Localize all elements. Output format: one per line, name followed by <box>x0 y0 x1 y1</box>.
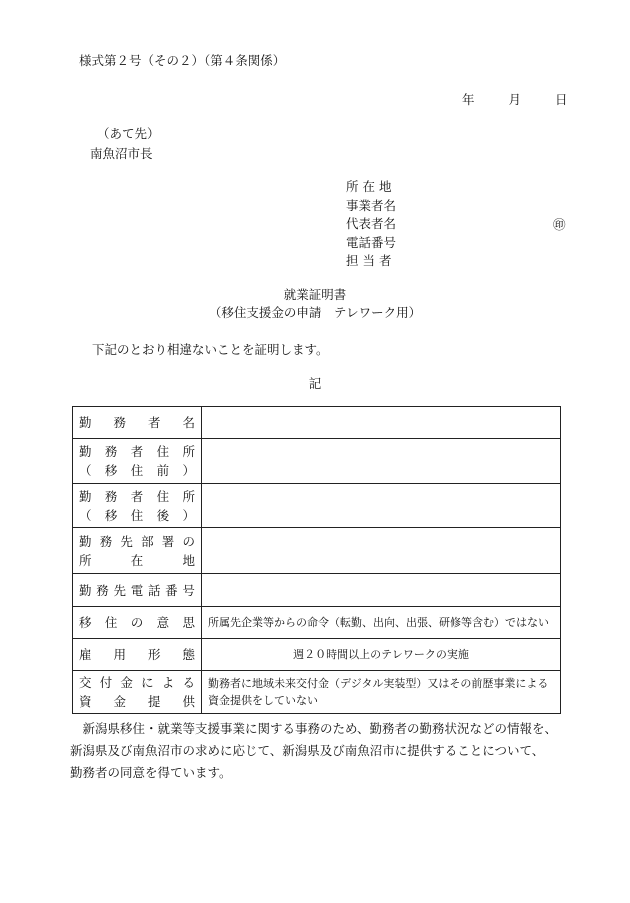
issuer-representative-label: 代表者名 <box>346 216 397 231</box>
row-label-char: 交 <box>79 675 92 690</box>
row-label-char: 務 <box>96 582 109 598</box>
certificate-table <box>72 406 561 714</box>
row-label-char: 先 <box>113 582 126 598</box>
row-label-char: 意 <box>156 615 170 630</box>
date-line <box>462 90 568 108</box>
row-label-line <box>79 645 195 664</box>
table-row <box>73 407 561 439</box>
row-label-line <box>79 461 195 480</box>
consent-note-line: 勤務者の同意を得ています。 <box>70 765 232 780</box>
table-row <box>73 607 561 639</box>
row-label-line <box>79 413 195 432</box>
row-label-char: 形 <box>147 647 161 662</box>
row-label-char: よ <box>161 675 175 690</box>
row-label-char: 務 <box>104 488 118 504</box>
row-label-line <box>79 506 195 525</box>
date-day: 日 <box>555 92 568 107</box>
row-label-char: 者 <box>147 415 161 430</box>
row-label-char: 務 <box>113 415 126 430</box>
row-label-char: に <box>141 675 154 690</box>
row-label-char: 住 <box>156 444 170 459</box>
document-subtitle: （移住支援金の申請 テレワーク用） <box>208 305 422 320</box>
issuer-block <box>346 178 396 271</box>
row-label-char: 住 <box>130 507 144 523</box>
table-row <box>73 639 561 671</box>
row-label-char: の <box>182 533 195 549</box>
certificate-table-body <box>73 407 561 714</box>
row-label-char: 先 <box>120 533 133 549</box>
row-label-char: 前 <box>156 463 170 478</box>
row-label-char: 地 <box>182 552 195 568</box>
row-label-char: ） <box>182 463 195 478</box>
consent-note <box>70 718 590 784</box>
row-label-line <box>79 613 195 632</box>
table-row <box>73 574 561 607</box>
row-label-char: 所 <box>182 488 195 504</box>
row-value: 所属先企業等からの命令（転勤、出向、出張、研修等含む）ではない <box>202 607 561 639</box>
row-label <box>73 407 202 439</box>
certification-statement: 下記のとおり相違ないことを証明します。 <box>92 342 329 357</box>
row-label-char: 勤 <box>79 488 92 504</box>
row-label-char: 提 <box>147 694 161 709</box>
row-label-char: 金 <box>120 675 133 690</box>
row-label-char: 金 <box>113 694 126 709</box>
issuer-contact-label: 担 当 者 <box>346 253 392 268</box>
row-label-char: 者 <box>130 444 144 459</box>
row-label-char: 思 <box>182 615 195 630</box>
row-value[interactable] <box>202 439 561 484</box>
row-label-char: 用 <box>113 647 126 662</box>
row-label <box>73 528 202 574</box>
row-label <box>73 639 202 671</box>
row-label-char: 後 <box>156 507 170 523</box>
row-label <box>73 671 202 714</box>
row-label-char: 移 <box>104 507 118 523</box>
row-label-char: 話 <box>147 582 161 598</box>
row-label-char: 勤 <box>79 533 92 549</box>
issuer-business-name-label: 事業者名 <box>346 197 397 213</box>
issuer-address-label: 所 在 地 <box>346 179 392 194</box>
row-label-char: 務 <box>99 533 113 549</box>
row-label-char: 務 <box>104 444 118 459</box>
recipient-label: （あて先） <box>97 126 160 141</box>
table-row <box>73 439 561 484</box>
row-label-char: 所 <box>182 444 195 459</box>
row-label-char: 署 <box>161 533 175 549</box>
row-label-char: 雇 <box>79 647 92 662</box>
issuer-phone-label: 電話番号 <box>346 234 397 250</box>
row-value[interactable] <box>202 528 561 574</box>
row-label-char: 部 <box>141 533 154 549</box>
row-label-char: 付 <box>99 675 113 690</box>
row-label-char: （ <box>79 463 92 478</box>
row-label-char: 資 <box>79 694 92 709</box>
date-year: 年 <box>462 92 475 107</box>
row-value[interactable] <box>202 574 561 607</box>
row-label-char: の <box>130 615 144 630</box>
row-label-char: 態 <box>182 647 195 662</box>
row-label-char: 移 <box>79 615 92 630</box>
document-title: 就業証明書 <box>283 287 347 302</box>
row-value: 週２０時間以上のテレワークの実施 <box>202 639 561 671</box>
row-label-char: 号 <box>182 582 195 598</box>
row-label <box>73 439 202 484</box>
row-value[interactable] <box>202 484 561 528</box>
row-label-char: 電 <box>130 582 144 598</box>
consent-note-line: 新潟県移住・就業等支援事業に関する事務のため、勤務者の勤務状況などの情報を、 <box>70 721 558 736</box>
row-label-line <box>79 532 195 551</box>
row-label-char: ） <box>182 507 195 523</box>
row-label-char: 勤 <box>79 415 92 430</box>
row-label-line <box>79 581 195 600</box>
row-label-char: 所 <box>79 552 92 568</box>
row-label-char: る <box>182 675 195 690</box>
row-label-char: 勤 <box>79 444 92 459</box>
row-label-char: 在 <box>130 552 144 568</box>
ki-heading: 記 <box>308 376 322 391</box>
row-value[interactable] <box>202 407 561 439</box>
table-row <box>73 528 561 574</box>
table-row <box>73 484 561 528</box>
row-label-char: 住 <box>156 488 170 504</box>
row-label-line <box>79 442 195 461</box>
table-row <box>73 671 561 714</box>
row-label-char: 勤 <box>79 582 92 598</box>
row-label <box>73 484 202 528</box>
recipient-name: 南魚沼市長 <box>90 146 153 161</box>
row-label-line <box>79 487 195 506</box>
row-label-line <box>79 692 195 711</box>
row-label-char: 供 <box>182 694 195 709</box>
row-label-char: 番 <box>165 582 178 598</box>
row-label <box>73 574 202 607</box>
row-label-char: 者 <box>130 488 144 504</box>
row-label-line <box>79 673 195 692</box>
row-label-char: 名 <box>182 415 195 430</box>
row-label-char: 住 <box>130 463 144 478</box>
row-label-char: 移 <box>104 463 118 478</box>
row-label <box>73 607 202 639</box>
row-label-char: （ <box>79 507 92 523</box>
row-label-char: 住 <box>104 615 118 630</box>
row-value: 勤務者に地域未来交付金（デジタル実装型）又はその前歴事業による資金提供をしていない <box>202 671 561 714</box>
seal-mark: ㊞ <box>553 217 566 232</box>
consent-note-line: 新潟県及び南魚沼市の求めに応じて、新潟県及び南魚沼市に提供することについて、 <box>70 743 545 758</box>
row-label-line <box>79 551 195 570</box>
date-month: 月 <box>508 92 522 107</box>
form-number: 様式第２号（その２）（第４条関係） <box>79 53 286 68</box>
